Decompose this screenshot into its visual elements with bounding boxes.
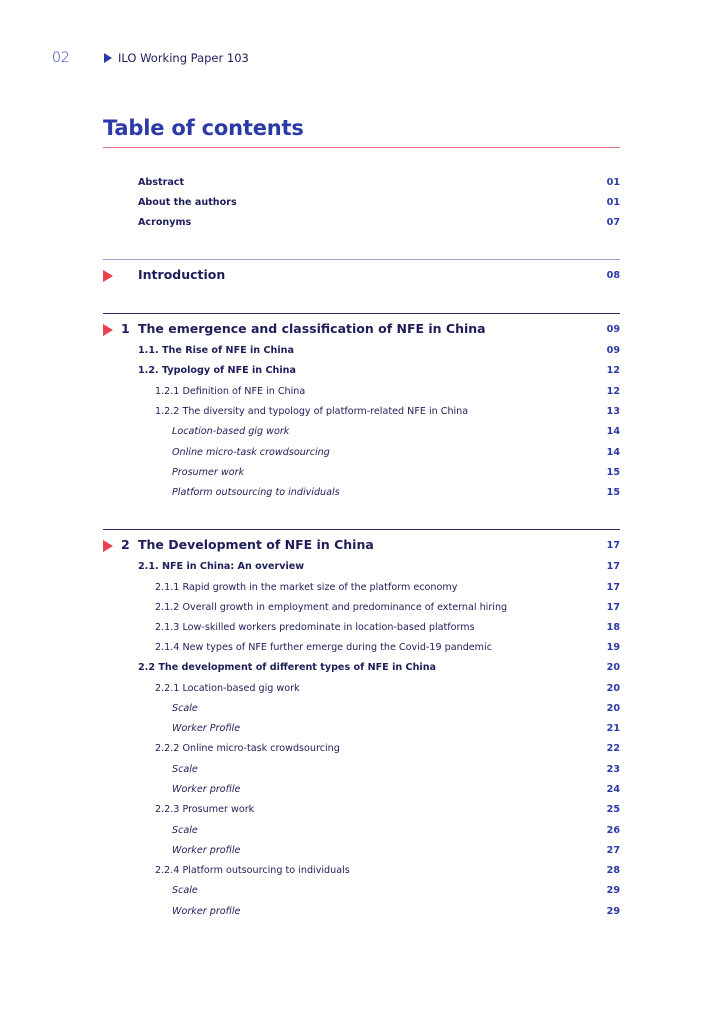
toc-label: 2.1.2 Overall growth in employment and predominance of external hiring (155, 602, 508, 613)
chapter-title: Introduction (138, 267, 226, 282)
toc-label: 1.2.1 Definition of NFE in China (155, 386, 306, 397)
section-divider (103, 313, 620, 314)
toc-label: Worker profile (172, 784, 241, 795)
toc-chapter-1[interactable] (103, 321, 620, 341)
toc-entry[interactable] (103, 406, 620, 422)
toc-entry[interactable] (103, 703, 620, 719)
toc-chapter-2[interactable] (103, 537, 620, 557)
toc-page: 22 (606, 743, 620, 754)
toc-label: 2.1.1 Rapid growth in the market size of the platform economy (155, 582, 458, 593)
toc-entry[interactable] (103, 845, 620, 861)
chapter-page: 17 (606, 540, 620, 551)
toc-page: 20 (606, 662, 620, 673)
toc-label: 2.2.4 Platform outsourcing to individuals (155, 865, 350, 876)
running-header (104, 51, 249, 65)
toc-page: 28 (606, 865, 620, 876)
chapter-page: 09 (606, 324, 620, 335)
toc-entry[interactable] (103, 683, 620, 699)
toc-entry[interactable] (103, 723, 620, 739)
toc-label: 2.1.3 Low-skilled workers predominate in location-based platforms (155, 622, 475, 633)
chapter-title: The Development of NFE in China (138, 537, 374, 552)
running-title: ILO Working Paper 103 (118, 51, 249, 65)
toc-page: 01 (606, 177, 620, 188)
toc-page: 29 (606, 885, 620, 896)
chapter-arrow-icon (103, 540, 113, 552)
toc-entry[interactable] (103, 487, 620, 503)
toc-label: 2.2 The development of different types of NFE in China (138, 662, 436, 673)
toc-page: 23 (606, 764, 620, 775)
toc-label: Worker profile (172, 845, 241, 856)
toc-label: 2.2.1 Location-based gig work (155, 683, 300, 694)
toc-label: Platform outsourcing to individuals (172, 487, 340, 498)
toc-page: 26 (606, 825, 620, 836)
toc-entry[interactable] (103, 561, 620, 577)
toc-page: 14 (606, 426, 620, 437)
toc-page: 12 (606, 386, 620, 397)
toc-chapter-introduction[interactable] (103, 267, 620, 287)
toc-label: Location-based gig work (172, 426, 290, 437)
toc-label: 2.2.2 Online micro-task crowdsourcing (155, 743, 340, 754)
chapter-number: 1 (121, 321, 130, 336)
toc-label: Scale (172, 825, 198, 836)
toc-entry[interactable] (103, 662, 620, 678)
toc-page: 12 (606, 365, 620, 376)
toc-entry-acronyms[interactable] (103, 217, 620, 233)
toc-entry[interactable] (103, 743, 620, 759)
toc-page: 29 (606, 906, 620, 917)
toc-page: 20 (606, 703, 620, 714)
toc-entry[interactable] (103, 865, 620, 881)
toc-entry[interactable] (103, 825, 620, 841)
toc-entry-abstract[interactable] (103, 177, 620, 193)
toc-entry[interactable] (103, 467, 620, 483)
toc-label: Scale (172, 885, 198, 896)
toc-entry[interactable] (103, 386, 620, 402)
toc-page: 09 (606, 345, 620, 356)
toc-entry[interactable] (103, 885, 620, 901)
toc-label: Abstract (138, 177, 185, 188)
chapter-title: The emergence and classification of NFE in China (138, 321, 486, 336)
toc-page: 21 (606, 723, 620, 734)
toc-page: 07 (606, 217, 620, 228)
play-triangle-icon (104, 53, 112, 63)
toc-entry[interactable] (103, 426, 620, 442)
toc-page: 27 (606, 845, 620, 856)
toc-entry[interactable] (103, 602, 620, 618)
toc-label: 2.2.3 Prosumer work (155, 804, 255, 815)
toc-entry[interactable] (103, 642, 620, 658)
toc-label: About the authors (138, 197, 237, 208)
toc-page: 14 (606, 447, 620, 458)
toc-label: 1.1. The Rise of NFE in China (138, 345, 294, 356)
page-title: Table of contents (103, 116, 304, 140)
toc-page: 19 (606, 642, 620, 653)
toc-page: 17 (606, 602, 620, 613)
chapter-arrow-icon (103, 270, 113, 282)
section-divider (103, 259, 620, 260)
toc-page: 13 (606, 406, 620, 417)
chapter-number: 2 (121, 537, 130, 552)
toc-page: 17 (606, 561, 620, 572)
toc-entry[interactable] (103, 582, 620, 598)
toc-page: 18 (606, 622, 620, 633)
toc-entry[interactable] (103, 784, 620, 800)
chapter-arrow-icon (103, 324, 113, 336)
page-number: 02 (52, 50, 70, 66)
section-divider (103, 529, 620, 530)
toc-label: Prosumer work (172, 467, 245, 478)
toc-entry[interactable] (103, 365, 620, 381)
toc-entry[interactable] (103, 345, 620, 361)
toc-label: Scale (172, 764, 198, 775)
toc-page: 15 (606, 487, 620, 498)
toc-label: 2.1.4 New types of NFE further emerge during the Covid-19 pandemic (155, 642, 492, 653)
toc-label: Worker profile (172, 906, 241, 917)
toc-label: Worker Profile (172, 723, 241, 734)
toc-label: Online micro-task crowdsourcing (172, 447, 330, 458)
chapter-page: 08 (606, 270, 620, 281)
title-divider (103, 147, 620, 148)
toc-label: 1.2.2 The diversity and typology of platform-related NFE in China (155, 406, 469, 417)
toc-page: 20 (606, 683, 620, 694)
toc-entry-about-authors[interactable] (103, 197, 620, 213)
toc-entry[interactable] (103, 804, 620, 820)
toc-label: 2.1. NFE in China: An overview (138, 561, 305, 572)
toc-entry[interactable] (103, 622, 620, 638)
toc-entry[interactable] (103, 906, 620, 922)
toc-label: 1.2. Typology of NFE in China (138, 365, 296, 376)
toc-entry[interactable] (103, 764, 620, 780)
toc-page: 17 (606, 582, 620, 593)
toc-page: 25 (606, 804, 620, 815)
toc-entry[interactable] (103, 447, 620, 463)
toc-page: 15 (606, 467, 620, 478)
toc-page: 01 (606, 197, 620, 208)
toc-label: Acronyms (138, 217, 192, 228)
toc-label: Scale (172, 703, 198, 714)
toc-page: 24 (606, 784, 620, 795)
